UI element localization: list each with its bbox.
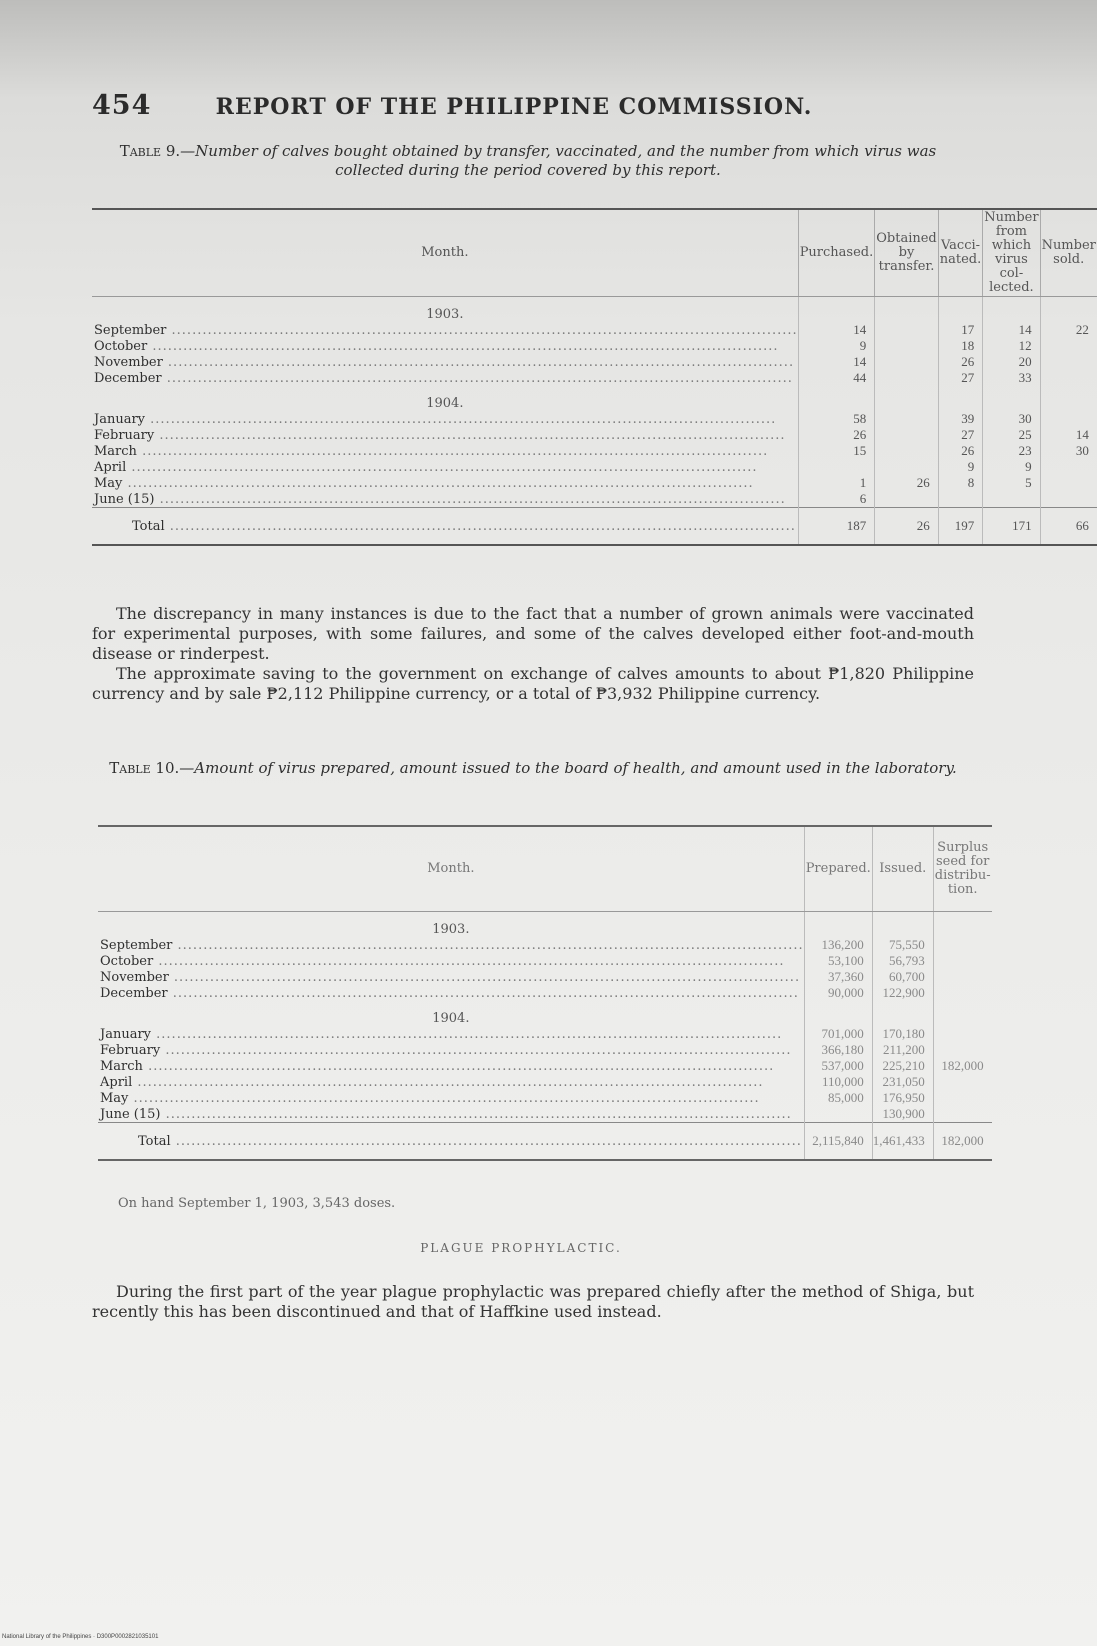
total-issued: 1,461,433 <box>872 1123 933 1161</box>
empty-cell <box>875 386 939 411</box>
table9-body <box>92 297 1097 546</box>
purchased-cell: 26 <box>798 427 875 443</box>
leader-dots: .......................................................................................................................... <box>136 443 769 459</box>
col-header-month: Month. <box>98 826 804 912</box>
total-row <box>98 1123 992 1161</box>
page-number: 454 <box>92 90 152 121</box>
table10-body <box>98 912 992 1161</box>
month-label: October <box>94 338 148 354</box>
table-row <box>98 1042 992 1058</box>
empty-cell <box>872 1001 933 1026</box>
leader-dots: .......................................................................................................................... <box>126 459 758 475</box>
prepared-cell: 85,000 <box>804 1090 872 1106</box>
sold-cell: 30 <box>1040 443 1097 459</box>
empty-cell <box>1040 297 1097 323</box>
table-row <box>98 969 992 985</box>
month-cell <box>98 1058 804 1074</box>
purchased-cell: 14 <box>798 354 875 370</box>
table-row <box>92 411 1097 427</box>
table-row <box>92 459 1097 475</box>
month-label: May <box>100 1090 129 1106</box>
paragraph-discrepancy: The discrepancy in many instances is due to the fact that a number of grown animals were vaccinated for experimental purposes, with some failures, and some of the calves developed either foot-and-mouth disease or rinderpest. <box>92 604 974 663</box>
sold-cell <box>1040 370 1097 386</box>
surplus-cell <box>933 969 991 985</box>
month-label: March <box>94 443 137 459</box>
issued-cell: 231,050 <box>872 1074 933 1090</box>
leader-dots: .......................................................................................................................... <box>160 1042 792 1058</box>
month-label: April <box>100 1074 133 1090</box>
prepared-cell: 90,000 <box>804 985 872 1001</box>
month-cell <box>98 937 804 953</box>
month-label: January <box>100 1026 152 1042</box>
year-row <box>98 912 992 938</box>
month-cell <box>92 443 798 459</box>
collected-cell: 5 <box>983 475 1040 491</box>
leader-dots: .......................................................................................................................... <box>167 985 799 1001</box>
leader-dots: .......................................................................................................................... <box>122 475 754 491</box>
leader-dots: .......................................................................................................................... <box>142 1058 775 1074</box>
vaccinated-cell: 18 <box>938 338 983 354</box>
surplus-cell <box>933 937 991 953</box>
month-cell <box>92 354 798 370</box>
month-label: September <box>100 937 173 953</box>
month-label: February <box>94 427 155 443</box>
purchased-cell: 44 <box>798 370 875 386</box>
month-label: November <box>94 354 163 370</box>
surplus-cell <box>933 1090 991 1106</box>
leader-dots: .......................................................................................................................... <box>147 338 779 354</box>
leader-dots: .......................................................................................................................... <box>128 1090 760 1106</box>
month-cell <box>92 338 798 354</box>
total-transfer: 26 <box>875 508 939 546</box>
issued-cell: 176,950 <box>872 1090 933 1106</box>
col-header-transfer: Obtained by transfer. <box>875 209 939 297</box>
month-cell <box>92 411 798 427</box>
col-header-purchased: Purchased. <box>798 209 875 297</box>
month-label: January <box>94 411 146 427</box>
table9-header-row <box>92 209 1097 297</box>
sold-cell <box>1040 411 1097 427</box>
table10-caption <box>92 759 974 778</box>
vaccinated-cell: 9 <box>938 459 983 475</box>
paragraph-saving: The approximate saving to the government on exchange of calves amounts to about ₱1,820 Philippine currency and by sale ₱2,112 Philippine currency, or a total of ₱3,932 Philippine currency. <box>92 664 974 703</box>
table-row <box>92 322 1097 338</box>
table-row <box>98 953 992 969</box>
table10 <box>98 825 992 1161</box>
col-header-vaccinated: Vacci-nated. <box>938 209 983 297</box>
empty-cell <box>798 386 875 411</box>
issued-cell: 56,793 <box>872 953 933 969</box>
year-row <box>98 1001 992 1026</box>
month-label: December <box>94 370 162 386</box>
month-cell <box>92 322 798 338</box>
table10-label: Table 10. <box>109 759 180 777</box>
month-label: June (15) <box>100 1106 161 1122</box>
vaccinated-cell: 26 <box>938 443 983 459</box>
issued-cell: 130,900 <box>872 1106 933 1123</box>
surplus-cell: 182,000 <box>933 1058 991 1074</box>
table-row <box>98 937 992 953</box>
month-label: December <box>100 985 168 1001</box>
collected-cell: 14 <box>983 322 1040 338</box>
empty-cell <box>1040 386 1097 411</box>
collected-cell: 12 <box>983 338 1040 354</box>
month-cell <box>92 475 798 491</box>
col-header-month: Month. <box>92 209 798 297</box>
transfer-cell <box>875 459 939 475</box>
vaccinated-cell: 39 <box>938 411 983 427</box>
transfer-cell <box>875 354 939 370</box>
month-cell <box>92 459 798 475</box>
total-collected: 171 <box>983 508 1040 546</box>
col-header-prepared: Prepared. <box>804 826 872 912</box>
issued-cell: 225,210 <box>872 1058 933 1074</box>
table-row <box>98 1090 992 1106</box>
surplus-cell <box>933 1026 991 1042</box>
table-row <box>98 1058 992 1074</box>
issued-cell: 60,700 <box>872 969 933 985</box>
paragraph-plague: During the first part of the year plague prophylactic was prepared chiefly after the method of Shiga, but recently this has been discontinued and that of Haffkine used instead. <box>92 1282 974 1321</box>
transfer-cell <box>875 427 939 443</box>
transfer-cell: 26 <box>875 475 939 491</box>
table9 <box>92 208 1097 546</box>
empty-cell <box>875 297 939 323</box>
vaccinated-cell: 27 <box>938 370 983 386</box>
month-label: March <box>100 1058 143 1074</box>
leader-dots: .......................................................................................................................... <box>145 411 777 427</box>
total-vaccinated: 197 <box>938 508 983 546</box>
month-cell <box>98 1026 804 1042</box>
sold-cell <box>1040 459 1097 475</box>
month-label: April <box>94 459 127 475</box>
leader-dots: .......................................................................................................................... <box>166 322 798 338</box>
month-label: May <box>94 475 123 491</box>
total-row <box>92 508 1097 546</box>
leader-dots: .......................................................................................................................... <box>168 969 801 985</box>
empty-cell <box>804 912 872 938</box>
table-row <box>92 443 1097 459</box>
leader-dots: .......................................................................................................................... <box>161 370 793 386</box>
collected-cell: 25 <box>983 427 1040 443</box>
empty-cell <box>933 912 991 938</box>
sold-cell <box>1040 491 1097 508</box>
table-row <box>98 985 992 1001</box>
total-sold: 66 <box>1040 508 1097 546</box>
table-row <box>92 338 1097 354</box>
prepared-cell: 366,180 <box>804 1042 872 1058</box>
issued-cell: 170,180 <box>872 1026 933 1042</box>
issued-cell: 75,550 <box>872 937 933 953</box>
month-cell <box>92 427 798 443</box>
vaccinated-cell: 17 <box>938 322 983 338</box>
prepared-cell: 53,100 <box>804 953 872 969</box>
year-label: 1903. <box>432 922 470 937</box>
purchased-cell: 15 <box>798 443 875 459</box>
sold-cell: 14 <box>1040 427 1097 443</box>
sold-cell <box>1040 354 1097 370</box>
surplus-cell <box>933 1042 991 1058</box>
leader-dots: .......................................................................................................................... <box>160 1106 792 1122</box>
collected-cell: 30 <box>983 411 1040 427</box>
empty-cell <box>983 297 1040 323</box>
total-label: Total <box>138 1133 171 1149</box>
scan-footer: National Library of the Philippines · D300P0002821035101 <box>2 1634 159 1640</box>
total-label: Total <box>132 518 165 534</box>
month-cell <box>98 1106 804 1123</box>
month-label: September <box>94 322 167 338</box>
report-title: REPORT OF THE PHILIPPINE COMMISSION. <box>215 94 813 120</box>
collected-cell: 23 <box>983 443 1040 459</box>
table10-caption-text: —Amount of virus prepared, amount issued to the board of health, and amount used in the laboratory. <box>179 759 957 777</box>
total-prepared: 2,115,840 <box>804 1123 872 1161</box>
prepared-cell: 110,000 <box>804 1074 872 1090</box>
transfer-cell <box>875 338 939 354</box>
month-label: June (15) <box>94 491 155 507</box>
table-row <box>92 475 1097 491</box>
transfer-cell <box>875 491 939 508</box>
purchased-cell: 1 <box>798 475 875 491</box>
table-row <box>92 491 1097 508</box>
leader-dots: .......................................................................................................................... <box>162 354 795 370</box>
col-header-collected: Number from which virus col-lected. <box>984 210 1039 295</box>
total-purchased: 187 <box>798 508 875 546</box>
collected-cell: 9 <box>983 459 1040 475</box>
purchased-cell: 14 <box>798 322 875 338</box>
month-label: October <box>100 953 154 969</box>
table10-header-row <box>98 826 992 912</box>
purchased-cell: 58 <box>798 411 875 427</box>
vaccinated-cell: 8 <box>938 475 983 491</box>
empty-cell <box>933 1001 991 1026</box>
transfer-cell <box>875 411 939 427</box>
empty-cell <box>938 386 983 411</box>
month-cell <box>98 1090 804 1106</box>
table-row <box>98 1106 992 1123</box>
sold-cell <box>1040 338 1097 354</box>
section-heading: PLAGUE PROPHYLACTIC. <box>420 1241 622 1255</box>
leader-dots: .......................................................................................................................... <box>154 427 786 443</box>
table-row <box>92 354 1097 370</box>
vaccinated-cell: 27 <box>938 427 983 443</box>
leader-dots: .......................................................................................................................... <box>153 953 785 969</box>
year-label: 1904. <box>432 1011 470 1026</box>
month-cell <box>98 953 804 969</box>
prepared-cell: 136,200 <box>804 937 872 953</box>
month-cell <box>92 491 798 508</box>
month-cell <box>98 985 804 1001</box>
empty-cell <box>804 1001 872 1026</box>
leader-dots: .......................................................................................................................... <box>172 937 804 953</box>
collected-cell: 33 <box>983 370 1040 386</box>
month-label: February <box>100 1042 161 1058</box>
month-cell <box>98 1042 804 1058</box>
table-row <box>92 427 1097 443</box>
col-header-issued: Issued. <box>872 826 933 912</box>
empty-cell <box>872 912 933 938</box>
total-surplus: 182,000 <box>933 1123 991 1161</box>
sold-cell <box>1040 475 1097 491</box>
table9-label: Table 9. <box>119 142 181 160</box>
month-cell <box>92 370 798 386</box>
surplus-cell <box>933 953 991 969</box>
table-row <box>92 370 1097 386</box>
col-header-sold: Number sold. <box>1040 209 1097 297</box>
col-header-surplus: Surplus seed for distribu-tion. <box>933 826 991 912</box>
page-header <box>92 90 812 121</box>
surplus-cell <box>933 985 991 1001</box>
table-row <box>98 1074 992 1090</box>
collected-cell: 20 <box>983 354 1040 370</box>
leader-dots: .......................................................................................................................... <box>154 491 786 507</box>
sold-cell: 22 <box>1040 322 1097 338</box>
month-cell <box>98 969 804 985</box>
vaccinated-cell <box>938 491 983 508</box>
surplus-cell <box>933 1106 991 1123</box>
prepared-cell: 537,000 <box>804 1058 872 1074</box>
issued-cell: 211,200 <box>872 1042 933 1058</box>
transfer-cell <box>875 443 939 459</box>
leader-dots: .......................................................................................................................... <box>132 1074 764 1090</box>
table9-caption-text: —Number of calves bought obtained by transfer, vaccinated, and the number from which virus was collected during the period covered by this report. <box>180 142 937 179</box>
year-row <box>92 297 1097 323</box>
purchased-cell: 6 <box>798 491 875 508</box>
doses-note: On hand September 1, 1903, 3,543 doses. <box>118 1196 396 1211</box>
year-label: 1903. <box>426 307 464 322</box>
table-row <box>98 1026 992 1042</box>
collected-cell <box>983 491 1040 508</box>
total-cell <box>92 508 798 546</box>
surplus-cell <box>933 1074 991 1090</box>
prepared-cell: 37,360 <box>804 969 872 985</box>
leader-dots: .......................................................................................................................... <box>151 1026 783 1042</box>
empty-cell <box>983 386 1040 411</box>
empty-cell <box>938 297 983 323</box>
issued-cell: 122,900 <box>872 985 933 1001</box>
month-label: November <box>100 969 169 985</box>
leader-dots: .......................................................................................................................... <box>170 1133 802 1149</box>
purchased-cell <box>798 459 875 475</box>
total-cell <box>98 1123 804 1161</box>
transfer-cell <box>875 370 939 386</box>
table9-caption <box>88 142 968 180</box>
leader-dots: .......................................................................................................................... <box>164 518 796 534</box>
transfer-cell <box>875 322 939 338</box>
prepared-cell: 701,000 <box>804 1026 872 1042</box>
year-row <box>92 386 1097 411</box>
year-label: 1904. <box>426 396 464 411</box>
vaccinated-cell: 26 <box>938 354 983 370</box>
purchased-cell: 9 <box>798 338 875 354</box>
prepared-cell <box>804 1106 872 1123</box>
month-cell <box>98 1074 804 1090</box>
empty-cell <box>798 297 875 323</box>
